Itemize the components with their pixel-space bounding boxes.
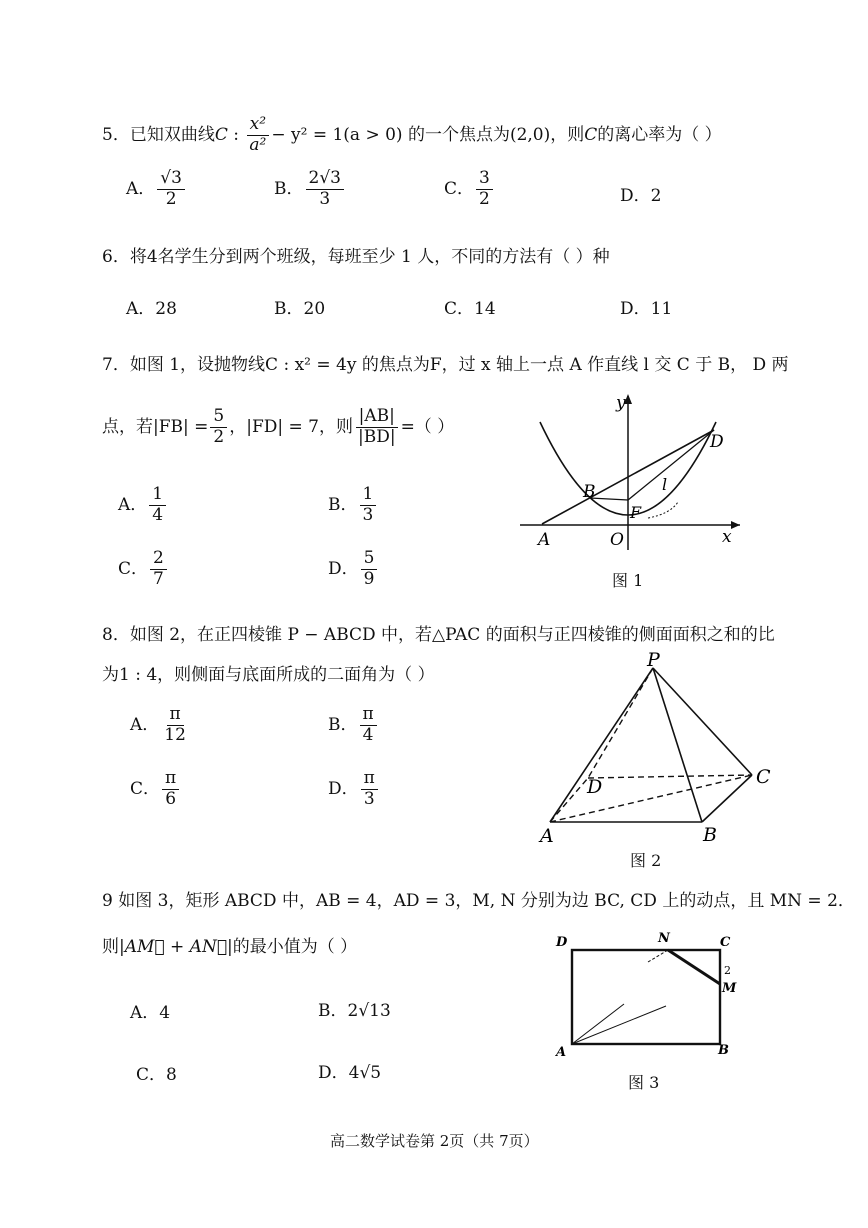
frac-den: 2 — [479, 188, 490, 209]
option-text: 4 — [159, 1003, 171, 1023]
label-n: N — [658, 931, 670, 946]
rectangle-abcd — [572, 950, 720, 1044]
q8-option-d[interactable] — [328, 770, 380, 809]
option-label: B． — [328, 714, 358, 735]
frac-den: 9 — [363, 568, 375, 589]
figure-1-parabola — [520, 390, 750, 555]
option-label: B． — [274, 299, 304, 319]
q6-option-c[interactable] — [444, 294, 496, 319]
edge-pb — [653, 668, 702, 822]
option-label: A． — [118, 494, 148, 515]
q7-option-a[interactable] — [118, 486, 168, 525]
option-fraction — [157, 170, 185, 209]
label-c: C — [756, 766, 771, 788]
q8-option-c[interactable] — [130, 770, 181, 809]
q7-option-d[interactable] — [328, 550, 379, 589]
label-b: B — [703, 824, 717, 846]
label-a: A — [538, 530, 551, 550]
frac-den: 12 — [164, 724, 186, 745]
option-text: 11 — [650, 299, 673, 319]
q5-stem-var-c: C — [214, 124, 228, 145]
q5-option-d[interactable] — [620, 181, 661, 206]
q9-option-a[interactable] — [130, 998, 170, 1023]
option-fraction — [161, 706, 189, 745]
q5-option-a[interactable] — [126, 170, 187, 209]
q9-stem-line2 — [102, 932, 357, 957]
figure-3-rectangle — [550, 926, 750, 1066]
edge-dc-hidden — [588, 775, 752, 778]
option-fraction — [476, 170, 493, 209]
diagonal-ac-hidden — [550, 775, 752, 822]
label-d: D — [556, 935, 568, 950]
q7-stem-text-b: ，|FD| = 7，则 — [229, 416, 353, 437]
q9-option-c[interactable] — [136, 1060, 177, 1085]
frac-num: π — [360, 706, 377, 726]
option-label: D． — [318, 1063, 349, 1083]
frac-num: π — [167, 706, 184, 726]
frac-den: 6 — [165, 788, 177, 809]
page-footer: 高二数学试卷第 2页（共 7页） — [330, 1132, 539, 1150]
frac-num: π — [162, 770, 179, 790]
q9-stem-text-b: 的最小值为（ ） — [232, 937, 358, 957]
q8-option-a[interactable] — [130, 706, 191, 745]
q6-stem: 6．将4名学生分到两个班级，每班至少 1 人，不同的方法有（ ）种 — [102, 247, 610, 267]
label-a: A — [540, 825, 554, 847]
label-m: M — [722, 981, 737, 996]
figure-2-pyramid — [530, 650, 780, 850]
option-label: B． — [274, 178, 304, 199]
q5-stem-text-3: 的离心率为（ ） — [597, 124, 722, 145]
option-label: B． — [328, 494, 358, 515]
option-label: A． — [126, 299, 156, 319]
option-fraction — [360, 706, 377, 745]
pencil-line-2 — [572, 1006, 666, 1044]
segment-fd — [628, 430, 714, 500]
option-text: 14 — [474, 299, 496, 319]
option-text: 2√13 — [347, 1001, 391, 1021]
q5-stem-eq: − y² = 1(a > 0) — [271, 124, 403, 145]
option-label: D． — [328, 558, 359, 579]
frac-den: 3 — [362, 504, 374, 525]
frac-den: 2 — [213, 426, 225, 447]
label-c: C — [720, 935, 731, 950]
frac-num: 3 — [476, 170, 493, 190]
option-label: A． — [126, 178, 156, 199]
frac-num: 1 — [149, 486, 166, 506]
option-fraction — [149, 486, 166, 525]
option-label: C． — [130, 778, 161, 799]
option-label: C． — [118, 558, 149, 579]
figure-1-caption: 图 1 — [612, 571, 644, 590]
option-text: 2 — [650, 186, 662, 206]
label-d: D — [710, 432, 724, 452]
label-note: 2 — [724, 964, 731, 977]
segment-fb — [590, 498, 628, 500]
q7-frac-fb — [210, 408, 227, 447]
option-label: C． — [136, 1065, 167, 1085]
label-p: P — [647, 650, 660, 671]
q7-option-b[interactable] — [328, 486, 378, 525]
q5-stem-text: 5．已知双曲线 — [102, 124, 215, 145]
label-x: x — [722, 527, 732, 547]
frac-den: 3 — [319, 188, 331, 209]
figure-2-caption: 图 2 — [630, 851, 662, 870]
option-label: A． — [130, 1003, 160, 1023]
segment-mn — [668, 950, 720, 984]
frac-num: 1 — [360, 486, 377, 506]
q9-stem-vector-expr: |AM⃗ + AN⃗| — [119, 937, 233, 957]
q5-stem: 5．已知双曲线C : $\frac{\text{x²}}{\text{a²}}$ − y² = 1(a > 0) 的一个焦点为(2,0)，则C的离心率为（ ） — [102, 114, 722, 155]
frac-num: 5 — [361, 550, 378, 570]
q5-option-c[interactable] — [444, 170, 495, 209]
pencil-mark — [648, 950, 668, 962]
pencil-mark — [648, 502, 678, 518]
frac-num: |AB| — [356, 408, 398, 428]
option-fraction — [306, 170, 344, 209]
label-f: F — [630, 503, 642, 522]
q7-stem-line1: 7．如图 1，设抛物线C : x² = 4y 的焦点为F，过 x 轴上一点 A 作直线 l 交 C 于 B， D 两 — [102, 355, 789, 375]
option-label: A． — [130, 714, 160, 735]
figure-3-caption: 图 3 — [628, 1073, 660, 1092]
option-text: 28 — [155, 299, 177, 319]
label-y: y — [616, 393, 626, 413]
q7-frac-ratio — [355, 408, 399, 447]
label-b: B — [583, 482, 596, 502]
pencil-line-1 — [572, 1004, 624, 1044]
label-d: D — [587, 776, 603, 798]
frac-num: π — [361, 770, 378, 790]
option-text: 8 — [166, 1065, 177, 1085]
edge-ad-hidden — [550, 778, 588, 822]
edge-pc — [653, 668, 752, 775]
option-fraction — [360, 486, 377, 525]
q5-stem-var-c2: C — [584, 124, 598, 145]
option-label: D． — [620, 186, 651, 206]
option-label: C． — [444, 178, 475, 199]
q6-option-a[interactable] — [126, 294, 177, 319]
q5-option-b[interactable] — [274, 170, 346, 209]
frac-den: |BD| — [357, 426, 396, 447]
option-fraction — [361, 770, 378, 809]
q7-stem-text-c: =（ ） — [400, 416, 455, 437]
q9-option-d[interactable] — [318, 1058, 381, 1083]
x-axis-arrow — [731, 521, 740, 529]
edge-pd-hidden — [588, 668, 653, 778]
frac-num: 2√3 — [306, 170, 344, 190]
frac-den: 4 — [362, 724, 374, 745]
frac-den: 2 — [165, 188, 177, 209]
q7-stem-line2 — [102, 408, 454, 447]
frac-num: √3 — [157, 170, 185, 190]
q5-frac-num: x² — [247, 116, 269, 136]
q8-stem-line1: 8．如图 2，在正四棱锥 P − ABCD 中，若△PAC 的面积与正四棱锥的侧面面积之和的比 — [102, 625, 775, 645]
frac-num: 5 — [210, 408, 227, 428]
label-b: B — [718, 1043, 729, 1058]
q8-stem-line2: 为1 : 4，则侧面与底面所成的二面角为（ ） — [102, 665, 435, 685]
label-o: O — [610, 530, 624, 550]
frac-den: 4 — [152, 504, 164, 525]
frac-den: 3 — [363, 788, 375, 809]
q9-stem-line1: 9 如图 3，矩形 ABCD 中，AB = 4，AD = 3，M, N 分别为边 BC, CD 上的动点，且 MN = 2． — [102, 891, 855, 911]
option-fraction — [150, 550, 167, 589]
edge-bc — [702, 775, 752, 822]
q5-stem-fraction — [246, 116, 269, 155]
option-label: B． — [318, 1001, 348, 1021]
q9-stem-text-a: 则 — [102, 937, 119, 957]
option-fraction — [162, 770, 179, 809]
frac-num: 2 — [150, 550, 167, 570]
option-label: C． — [444, 299, 475, 319]
label-l: l — [662, 475, 668, 494]
option-label: D． — [328, 778, 359, 799]
option-text: 4√5 — [348, 1063, 382, 1083]
q6-option-d[interactable] — [620, 294, 672, 319]
q5-stem-text-2: 的一个焦点为(2,0)，则 — [407, 124, 585, 145]
q8-option-b[interactable] — [328, 706, 379, 745]
q5-frac-den: a² — [249, 134, 267, 155]
option-fraction — [361, 550, 378, 589]
q7-option-c[interactable] — [118, 550, 169, 589]
q9-option-b[interactable] — [318, 996, 391, 1021]
q6-option-b[interactable] — [274, 294, 325, 319]
label-a: A — [556, 1045, 567, 1060]
option-label: D． — [620, 299, 651, 319]
q7-stem-text-a: 点，若|FB| = — [102, 416, 209, 437]
option-text: 20 — [303, 299, 326, 319]
edge-pa — [550, 668, 653, 822]
frac-den: 7 — [153, 568, 164, 589]
